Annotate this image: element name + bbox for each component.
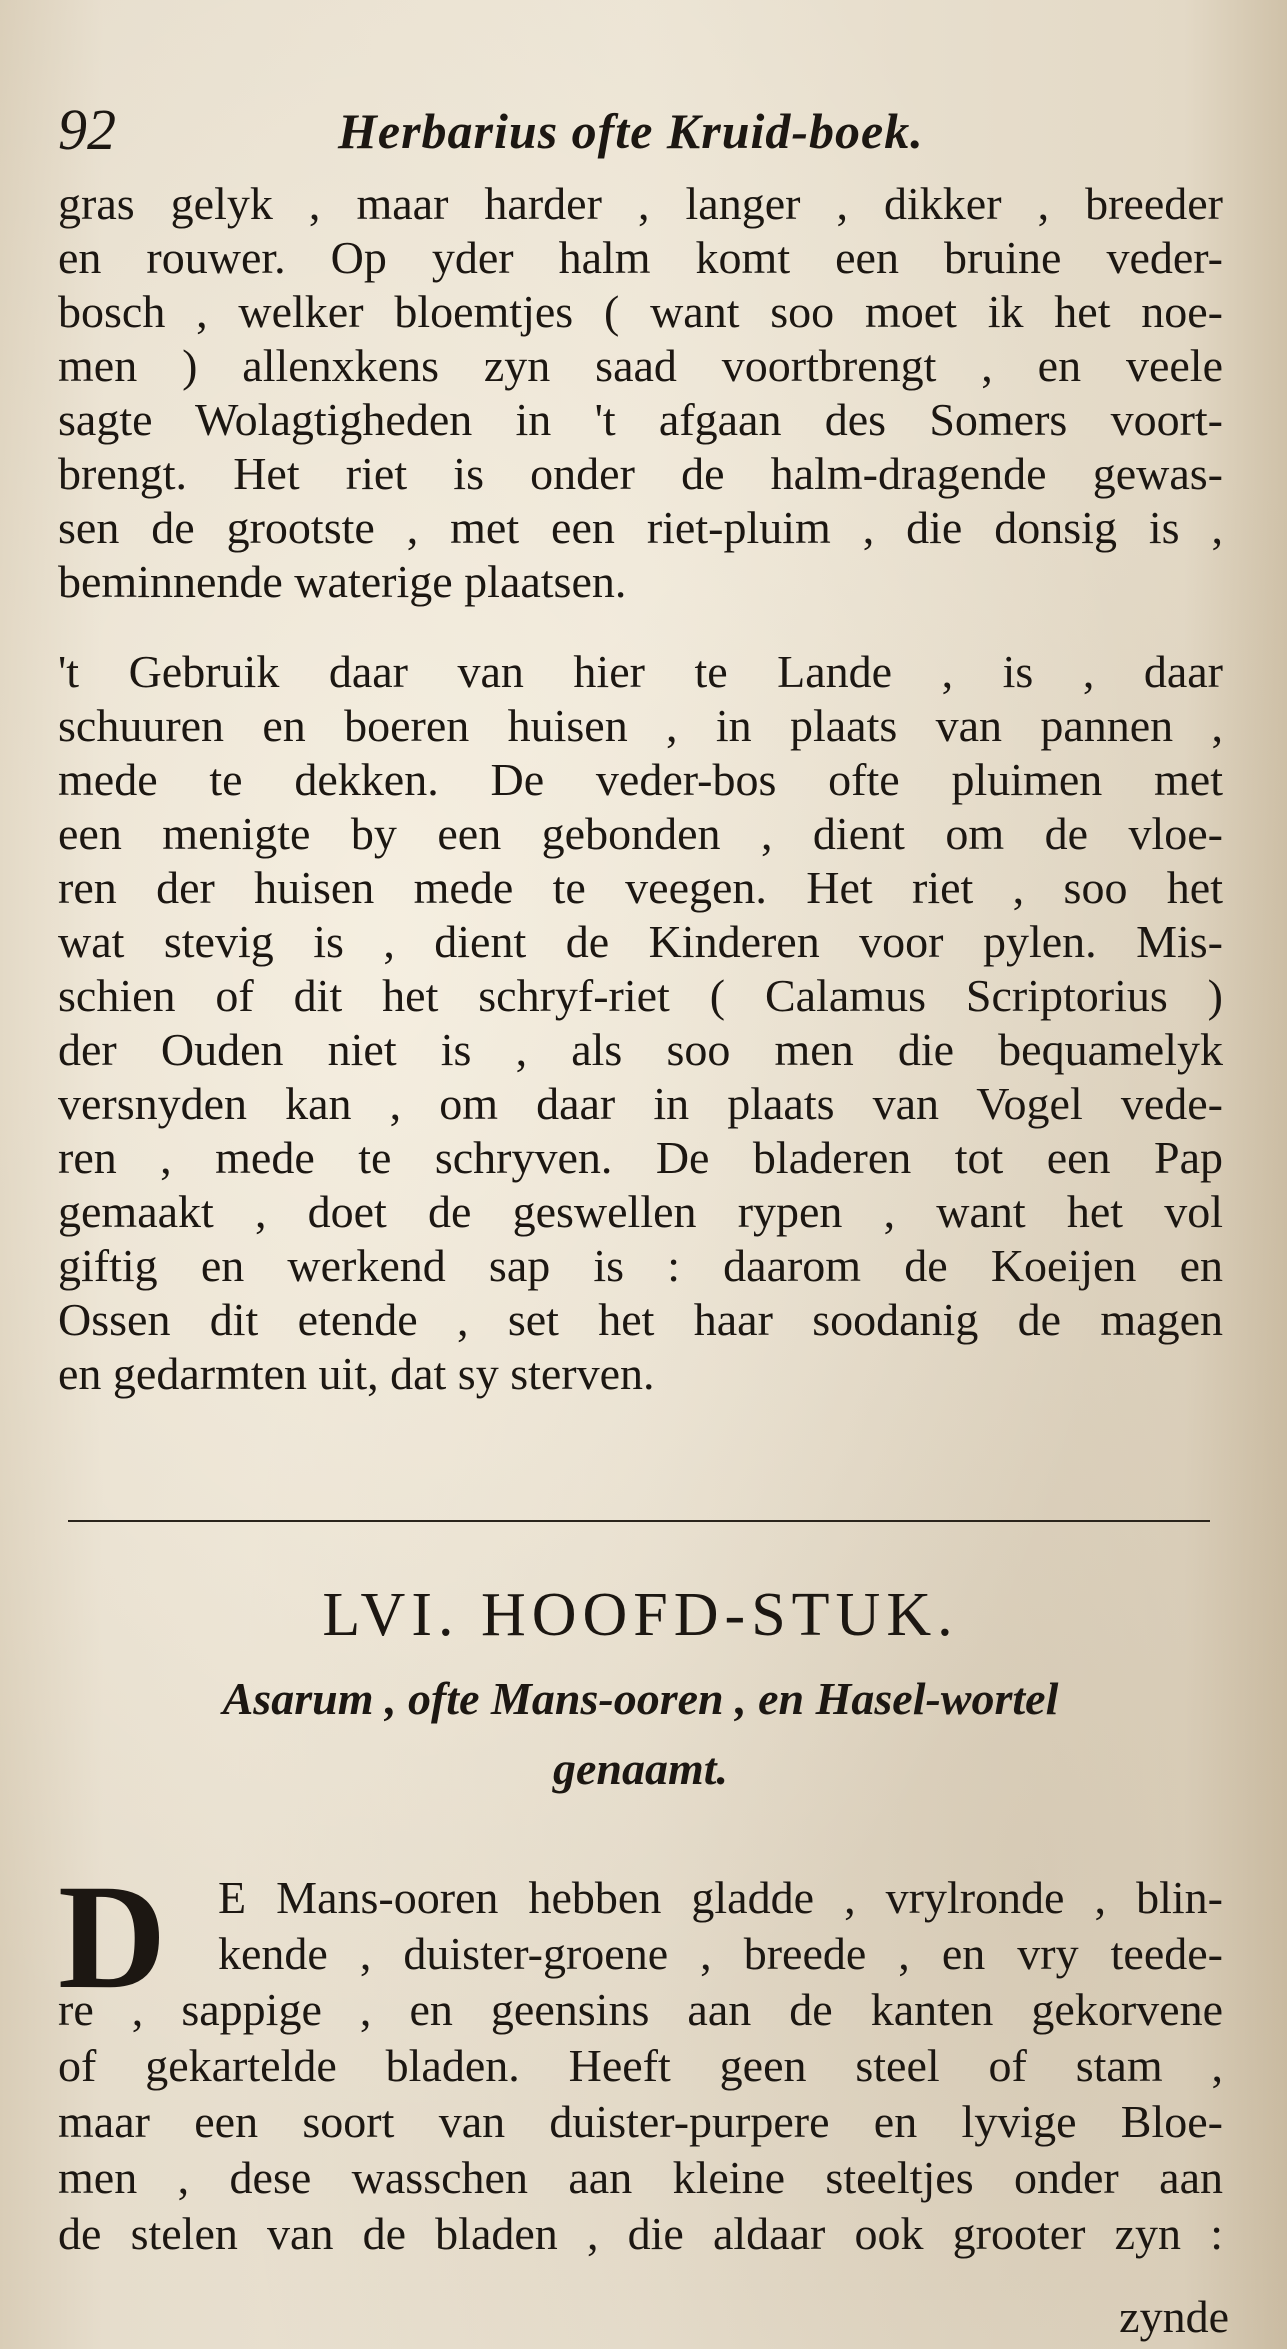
text-line: versnyden kan , om daar in plaats van Vogel vede- <box>58 1078 1223 1129</box>
chapter-subtitle-line2: genaamt. <box>552 1743 729 1794</box>
text-line: giftig en werkend sap is : daarom de Koeijen en <box>58 1240 1223 1291</box>
text-line: 't Gebruik daar van hier te Lande , is , daar <box>58 646 1223 697</box>
text-line: gemaakt , doet de geswellen rypen , want het vol <box>58 1186 1223 1237</box>
text-line: ren , mede te schryven. De bladeren tot een Pap <box>58 1132 1223 1183</box>
text-line: een menigte by een gebonden , dient om de vloe- <box>58 808 1223 859</box>
text-line: wat stevig is , dient de Kinderen voor pylen. Mis- <box>58 916 1223 967</box>
chapter-title: LVI. HOOFD-STUK. <box>322 1581 959 1649</box>
chapter-paragraph <box>58 1870 1223 2262</box>
text-line: mede te dekken. De veder-bos ofte pluimen met <box>58 754 1223 805</box>
text-line: re , sappige , en geensins aan de kanten gekorvene <box>58 1984 1223 2035</box>
text-line: en rouwer. Op yder halm komt een bruine veder- <box>58 232 1223 283</box>
text-line: E Mans-ooren hebben gladde , vrylronde , blin- <box>218 1872 1223 1923</box>
text-line: of gekartelde bladen. Heeft geen steel of stam , <box>58 2040 1223 2091</box>
text-line: schien of dit het schryf-riet ( Calamus Scriptorius ) <box>58 970 1223 1021</box>
paragraph-description <box>58 177 1223 609</box>
text-line: en gedarmten uit, dat sy sterven. <box>58 1348 655 1399</box>
page-number: 92 <box>58 97 116 162</box>
text-line: de stelen van de bladen , die aldaar ook grooter zyn : <box>58 2208 1223 2259</box>
text-line: sen de grootste , met een riet-pluim , die donsig is , <box>58 502 1223 553</box>
page-header <box>58 88 1218 168</box>
text-line: men , dese wasschen aan kleine steeltjes onder aan <box>58 2152 1223 2203</box>
text-line: ren der huisen mede te veegen. Het riet , soo het <box>58 862 1223 913</box>
text-line: bosch , welker bloemtjes ( want soo moet ik het noe- <box>58 286 1223 337</box>
text-line: Ossen dit etende , set het haar soodanig de magen <box>58 1294 1223 1345</box>
text-line: kende , duister-groene , breede , en vry teede- <box>218 1928 1223 1979</box>
text-line: gras gelyk , maar harder , langer , dikker , breeder <box>58 178 1223 229</box>
drop-cap: D <box>58 1854 167 2020</box>
catchword: zynde <box>1119 2291 1229 2342</box>
text-line: sagte Wolagtigheden in 't afgaan des Somers voort- <box>58 394 1223 445</box>
running-head: Herbarius ofte Kruid-boek. <box>338 103 924 159</box>
paragraph-usage <box>58 645 1223 1401</box>
text-line: beminnende waterige plaatsen. <box>58 556 627 607</box>
text-line: men ) allenxkens zyn saad voortbrengt , en veele <box>58 340 1223 391</box>
text-line: maar een soort van duister-purpere en lyvige Bloe- <box>58 2096 1223 2147</box>
text-line: schuuren en boeren huisen , in plaats van pannen , <box>58 700 1223 751</box>
text-line: der Ouden niet is , als soo men die bequamelyk <box>58 1024 1223 1075</box>
chapter-subtitle-line1: Asarum , ofte Mans-ooren , en Hasel-wortel <box>222 1673 1059 1724</box>
text-line: brengt. Het riet is onder de halm-dragende gewas- <box>58 448 1223 499</box>
section-divider <box>68 1520 1210 1522</box>
